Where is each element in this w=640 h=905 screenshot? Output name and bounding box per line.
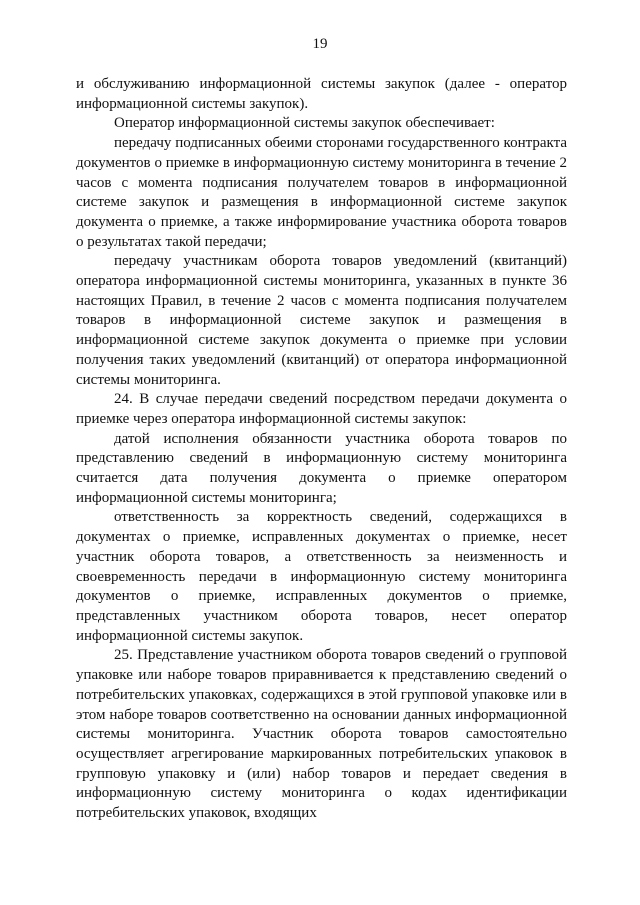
paragraph-item-25: 25. Представление участником оборота товаров сведений о групповой упаковке или наборе товаров приравнивается к представлению сведений о потребительских упаковках, содержащихся в этой групповой упаковке или в этом наборе товаров соответственно на основании данных информационной системы мониторинга. Участник оборота товаров самостоятельно осуществляет агрегирование маркированных потребительских упаковок в групповую упаковку и (или) набор товаров и передает сведения в информационную систему мониторинга о кодах идентификации потребительских упаковок, входящих: [76, 647, 567, 822]
paragraph-transfer-notifications: передачу участникам оборота товаров уведомлений (квитанций) оператора информационной системы мониторинга, указанных в пункте 36 настоящих Правил, в течение 2 часов с момента подписания получателем товаров в информационной системе закупок и размещения в информационной системе закупок документа о приемке при условии получения таких уведомлений (квитанций) от оператора информационной системы мониторинга.: [76, 253, 567, 388]
paragraph-item-24: 24. В случае передачи сведений посредством передачи документа о приемке через оператора информационной системы закупок:: [76, 391, 567, 427]
document-body: [76, 75, 567, 824]
paragraph-continuation: и обслуживанию информационной системы закупок (далее - оператор информационной системы закупок).: [76, 76, 567, 112]
paragraph-operator-duties: Оператор информационной системы закупок обеспечивает:: [114, 115, 495, 132]
paragraph-transfer-documents: передачу подписанных обеими сторонами государственного контракта документов о приемке в информационную систему мониторинга в течение 2 часов с момента подписания получателем товаров в информационной системе закупок и размещения в информационной системе закупок документа о приемке, а также информирование участника оборота товаров о результатах такой передачи;: [76, 135, 567, 250]
paragraph-responsibility: ответственность за корректность сведений, содержащихся в документах о приемке, исправленных документах о приемке, несет участник оборота товаров, а ответственность за неизменность и своевременность передачи в информационную систему мониторинга документов о приемке, исправленных документов о приемке, представленных участником оборота товаров, несет оператор информационной системы закупок.: [76, 509, 567, 644]
paragraph-date-of-fulfillment: датой исполнения обязанности участника оборота товаров по представлению сведений в информационную систему мониторинга считается дата получения документа о приемке оператором информационной системы мониторинга;: [76, 430, 567, 506]
page-number: 19: [312, 36, 328, 52]
